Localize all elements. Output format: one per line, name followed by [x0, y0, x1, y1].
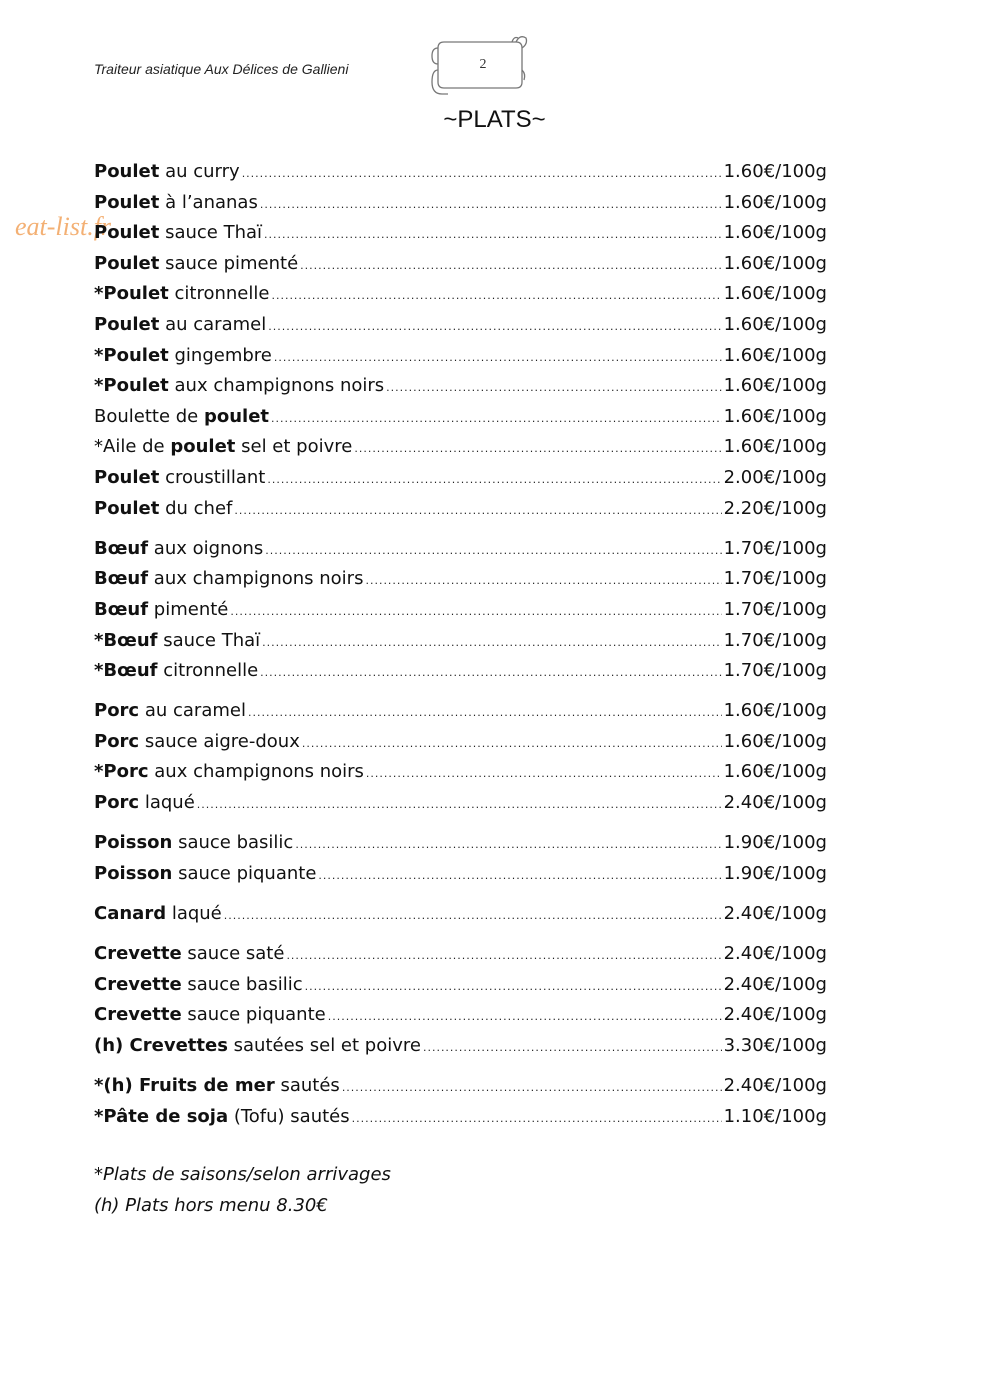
- dish-name-suffix: aux champignons noirs: [148, 761, 364, 783]
- dish-price: 1.70€/100g: [723, 598, 827, 620]
- menu-item: [94, 1071, 827, 1102]
- dot-leader: [274, 343, 722, 374]
- dish-price: 1.60€/100g: [723, 161, 827, 182]
- dish-name-main: Poulet: [94, 497, 160, 519]
- dot-leader: [230, 597, 721, 628]
- menu-item: [94, 727, 827, 758]
- dish-name-suffix: aux champignons noirs: [148, 568, 364, 590]
- dot-leader: [366, 759, 722, 790]
- dish-name-main: Crevette: [94, 943, 182, 965]
- dish-name-main: *Bœuf: [94, 660, 158, 682]
- page-number: 2: [479, 57, 487, 72]
- dish-name-suffix: citronnelle: [157, 660, 259, 682]
- menu-item: [94, 534, 827, 565]
- dot-leader: [242, 159, 722, 190]
- dish-name-suffix: sauce pimenté: [159, 252, 299, 274]
- menu-item: [94, 564, 827, 595]
- menu-item: [94, 626, 827, 657]
- dish-name-prefix: *Aile de: [94, 436, 171, 458]
- menu-group: [94, 1071, 827, 1132]
- footnote-hors-menu: (h) Plats hors menu 8.30€: [94, 1194, 328, 1216]
- dish-name-suffix: du chef: [159, 497, 233, 519]
- dish-price: 1.60€/100g: [723, 375, 827, 397]
- dish-name-main: *(h) Fruits de mer: [94, 1075, 275, 1097]
- menu-item: [94, 494, 827, 525]
- dish-name-main: *Porc: [94, 761, 149, 783]
- dish-name-main: (h) Crevettes: [94, 1035, 228, 1056]
- dot-leader: [300, 251, 721, 282]
- dish-name-main: *Poulet: [94, 344, 169, 366]
- dot-leader: [352, 1104, 722, 1135]
- dish-name-main: *Poulet: [94, 375, 169, 397]
- dish-name: [94, 595, 228, 626]
- dish-name: [94, 218, 262, 249]
- menu-item: [94, 696, 827, 727]
- dish-name: [94, 626, 260, 657]
- dish-price: 2.40€/100g: [723, 1075, 827, 1097]
- dish-name-main: Crevette: [94, 1004, 182, 1026]
- dish-name: [94, 970, 303, 1001]
- dish-name-suffix: laqué: [166, 903, 222, 925]
- dot-leader: [386, 373, 721, 404]
- dot-leader: [264, 220, 722, 251]
- dot-leader: [354, 434, 721, 465]
- dish-price: 1.60€/100g: [723, 222, 827, 244]
- menu-item: [94, 249, 827, 280]
- dish-price: 1.60€/100g: [723, 405, 827, 427]
- dish-price: 1.60€/100g: [723, 191, 827, 213]
- dish-price: 2.40€/100g: [723, 973, 827, 995]
- dish-price: 2.40€/100g: [723, 792, 827, 814]
- dot-leader: [286, 941, 721, 972]
- dish-price: 1.70€/100g: [723, 629, 827, 651]
- dish-name-main: *Poulet: [94, 283, 169, 305]
- dish-name-main: Poisson: [94, 862, 173, 884]
- dot-leader: [268, 312, 721, 343]
- dish-name-suffix: pimenté: [148, 598, 229, 620]
- dish-price: 2.40€/100g: [723, 1004, 827, 1026]
- dish-name-suffix: à l’ananas: [159, 191, 258, 213]
- footnote-seasonal: *Plats de saisons/selon arrivages: [94, 1164, 391, 1185]
- dot-leader: [365, 566, 721, 597]
- dish-name-suffix: sauce basilic: [181, 973, 303, 995]
- dish-name-main: Bœuf: [94, 598, 149, 620]
- menu-item: [94, 463, 827, 494]
- menu-item: [94, 310, 827, 341]
- dish-price: 1.60€/100g: [723, 252, 827, 274]
- dish-name-main: Porc: [94, 700, 140, 722]
- dish-price: 1.10€/100g: [723, 1105, 827, 1127]
- dish-name: [94, 1071, 340, 1102]
- dish-name-suffix: (Tofu) sautés: [228, 1105, 350, 1127]
- dish-name-main: Bœuf: [94, 568, 149, 590]
- dish-name-main: Poisson: [94, 832, 173, 854]
- menu-group: [94, 696, 827, 818]
- dish-name: [94, 249, 298, 280]
- dish-name-suffix: au curry: [159, 161, 240, 182]
- dish-name: [94, 463, 265, 494]
- dish-name: [94, 157, 240, 188]
- dish-name-suffix: sauce piquante: [172, 862, 317, 884]
- menu-item: [94, 432, 827, 463]
- dish-name-suffix: croustillant: [159, 466, 266, 488]
- dish-price: 3.30€/100g: [723, 1035, 827, 1056]
- menu-group: [94, 534, 827, 687]
- dish-name-main: Poulet: [94, 466, 160, 488]
- menu-item: [94, 341, 827, 372]
- dot-leader: [342, 1073, 722, 1104]
- dish-price: 1.60€/100g: [723, 313, 827, 335]
- dot-leader: [305, 972, 722, 1003]
- dish-name-main: Canard: [94, 903, 167, 925]
- menu-item: [94, 859, 827, 890]
- restaurant-name: Traiteur asiatique Aux Délices de Gallieni: [94, 61, 349, 77]
- dish-name-main: Poulet: [94, 222, 160, 244]
- menu-group: [94, 899, 827, 930]
- dish-name-suffix: sautés: [274, 1075, 340, 1097]
- dish-name-main: *Bœuf: [94, 629, 158, 651]
- dish-name: [94, 310, 266, 341]
- dish-name: [94, 534, 263, 565]
- dish-name: [94, 188, 258, 219]
- dish-name-suffix: citronnelle: [168, 283, 270, 305]
- dish-price: 1.70€/100g: [723, 568, 827, 590]
- dish-name-suffix: sauce basilic: [172, 832, 294, 854]
- dish-name-suffix: aux oignons: [148, 537, 264, 559]
- menu-list: [94, 157, 827, 1142]
- dish-price: 2.40€/100g: [723, 943, 827, 965]
- dish-name: [94, 494, 232, 525]
- dish-name-suffix: gingembre: [168, 344, 272, 366]
- dish-name-main: *Pâte de soja: [94, 1105, 229, 1127]
- dish-name: [94, 1102, 350, 1133]
- menu-group: [94, 939, 827, 1061]
- dot-leader: [224, 901, 722, 932]
- dish-name-main: poulet: [203, 405, 270, 427]
- dot-leader: [197, 790, 722, 821]
- dish-name-main: Porc: [94, 792, 140, 814]
- dot-leader: [265, 536, 721, 567]
- dot-leader: [318, 861, 721, 892]
- dish-name-main: Porc: [94, 730, 140, 752]
- menu-item: [94, 595, 827, 626]
- menu-item: [94, 1000, 827, 1031]
- menu-item: [94, 1031, 827, 1062]
- menu-item: [94, 757, 827, 788]
- dish-name: [94, 788, 195, 819]
- dish-name: [94, 1000, 326, 1031]
- dish-name-suffix: sel et poivre: [235, 436, 353, 458]
- dot-leader: [295, 830, 721, 861]
- dot-leader: [234, 496, 721, 527]
- dish-name: [94, 371, 384, 402]
- dot-leader: [260, 658, 721, 689]
- menu-item: [94, 970, 827, 1001]
- dish-name-suffix: aux champignons noirs: [168, 375, 385, 397]
- dish-name-main: poulet: [170, 436, 236, 458]
- dish-name-main: Poulet: [94, 161, 160, 182]
- dish-price: 1.90€/100g: [723, 862, 827, 884]
- menu-item: [94, 828, 827, 859]
- dot-leader: [260, 190, 722, 221]
- menu-item: [94, 157, 827, 188]
- dish-price: 1.70€/100g: [723, 660, 827, 682]
- menu-item: [94, 656, 827, 687]
- dish-name-main: Poulet: [94, 191, 160, 213]
- dish-name: [94, 279, 269, 310]
- dish-price: 2.40€/100g: [723, 903, 827, 925]
- dish-name: [94, 402, 269, 433]
- dish-name: [94, 1031, 421, 1062]
- dish-price: 1.90€/100g: [723, 832, 827, 854]
- dish-name-suffix: au caramel: [139, 700, 246, 722]
- footnotes: [94, 1160, 391, 1221]
- dish-name: [94, 341, 272, 372]
- dot-leader: [248, 698, 722, 729]
- dish-price: 1.60€/100g: [723, 436, 827, 458]
- dish-price: 2.20€/100g: [723, 497, 827, 519]
- menu-group: [94, 157, 827, 524]
- menu-item: [94, 899, 827, 930]
- dish-name-main: Crevette: [94, 973, 182, 995]
- dot-leader: [267, 465, 721, 496]
- menu-item: [94, 1102, 827, 1133]
- dish-name: [94, 696, 246, 727]
- dish-name-suffix: sauce aigre-doux: [139, 730, 300, 752]
- dish-name: [94, 564, 363, 595]
- dot-leader: [271, 281, 721, 312]
- dish-price: 1.60€/100g: [723, 283, 827, 305]
- dish-name-suffix: sauce Thaï: [159, 222, 263, 244]
- dish-name: [94, 859, 316, 890]
- watermark: eat-list.fr: [15, 212, 112, 241]
- dish-name: [94, 727, 300, 758]
- dish-price: 1.60€/100g: [723, 700, 827, 722]
- dish-name-suffix: au caramel: [159, 313, 267, 335]
- dish-name: [94, 432, 352, 463]
- menu-item: [94, 402, 827, 433]
- dish-name-suffix: sauce saté: [181, 943, 285, 965]
- dish-name: [94, 939, 284, 970]
- dish-name-suffix: sautées sel et poivre: [227, 1035, 421, 1056]
- menu-item: [94, 279, 827, 310]
- dot-leader: [302, 729, 722, 760]
- dish-name-main: Poulet: [94, 252, 160, 274]
- dish-name: [94, 656, 258, 687]
- dish-name-prefix: Boulette de: [94, 405, 204, 427]
- menu-item: [94, 788, 827, 819]
- dish-name: [94, 899, 222, 930]
- page-heading: ~PLATS~: [443, 106, 546, 133]
- menu-item: [94, 218, 827, 249]
- dish-name-suffix: laqué: [139, 792, 195, 814]
- dish-price: 1.70€/100g: [723, 537, 827, 559]
- dish-name: [94, 757, 364, 788]
- menu-item: [94, 188, 827, 219]
- menu-item: [94, 939, 827, 970]
- dish-price: 1.60€/100g: [723, 761, 827, 783]
- dot-leader: [423, 1033, 722, 1064]
- dish-name-main: Bœuf: [94, 537, 149, 559]
- dish-name-main: Poulet: [94, 313, 160, 335]
- dish-price: 2.00€/100g: [723, 466, 827, 488]
- menu-group: [94, 828, 827, 889]
- dish-price: 1.60€/100g: [723, 730, 827, 752]
- menu-item: [94, 371, 827, 402]
- dish-name-suffix: sauce Thaï: [157, 629, 261, 651]
- dish-name-suffix: sauce piquante: [181, 1004, 326, 1026]
- dish-price: 1.60€/100g: [723, 344, 827, 366]
- dot-leader: [271, 404, 722, 435]
- dish-name: [94, 828, 293, 859]
- dot-leader: [262, 628, 721, 659]
- dot-leader: [328, 1002, 722, 1033]
